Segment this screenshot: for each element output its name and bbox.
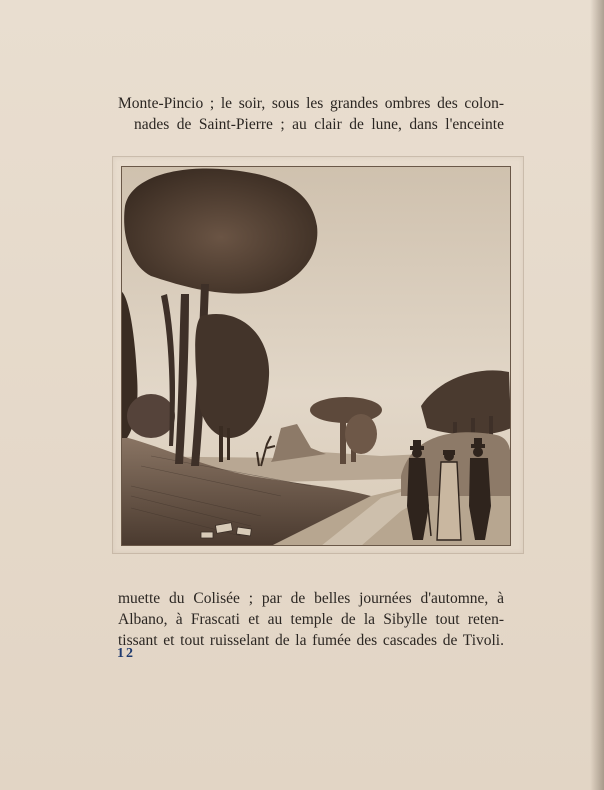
- etching-illustration: [121, 166, 511, 546]
- text-line: Monte-Pincio ; le soir, sous les grandes ombres des colon-: [118, 95, 504, 112]
- text-line: nades de Saint-Pierre ; au clair de lune, dans l'enceinte: [134, 116, 504, 133]
- text-line: Albano, à Frascati et au temple de la Sibylle tout reten-: [118, 611, 504, 628]
- page-edge-shadow: [590, 0, 604, 790]
- text-line: muette du Colisée ; par de belles journées d'automne, à: [118, 590, 504, 607]
- page-number: 12: [117, 646, 135, 661]
- paragraph-bottom: [118, 588, 504, 651]
- paragraph-top: [118, 93, 504, 135]
- text-line: tissant et tout ruisselant de la fumée des cascades de Tivoli.: [118, 632, 504, 649]
